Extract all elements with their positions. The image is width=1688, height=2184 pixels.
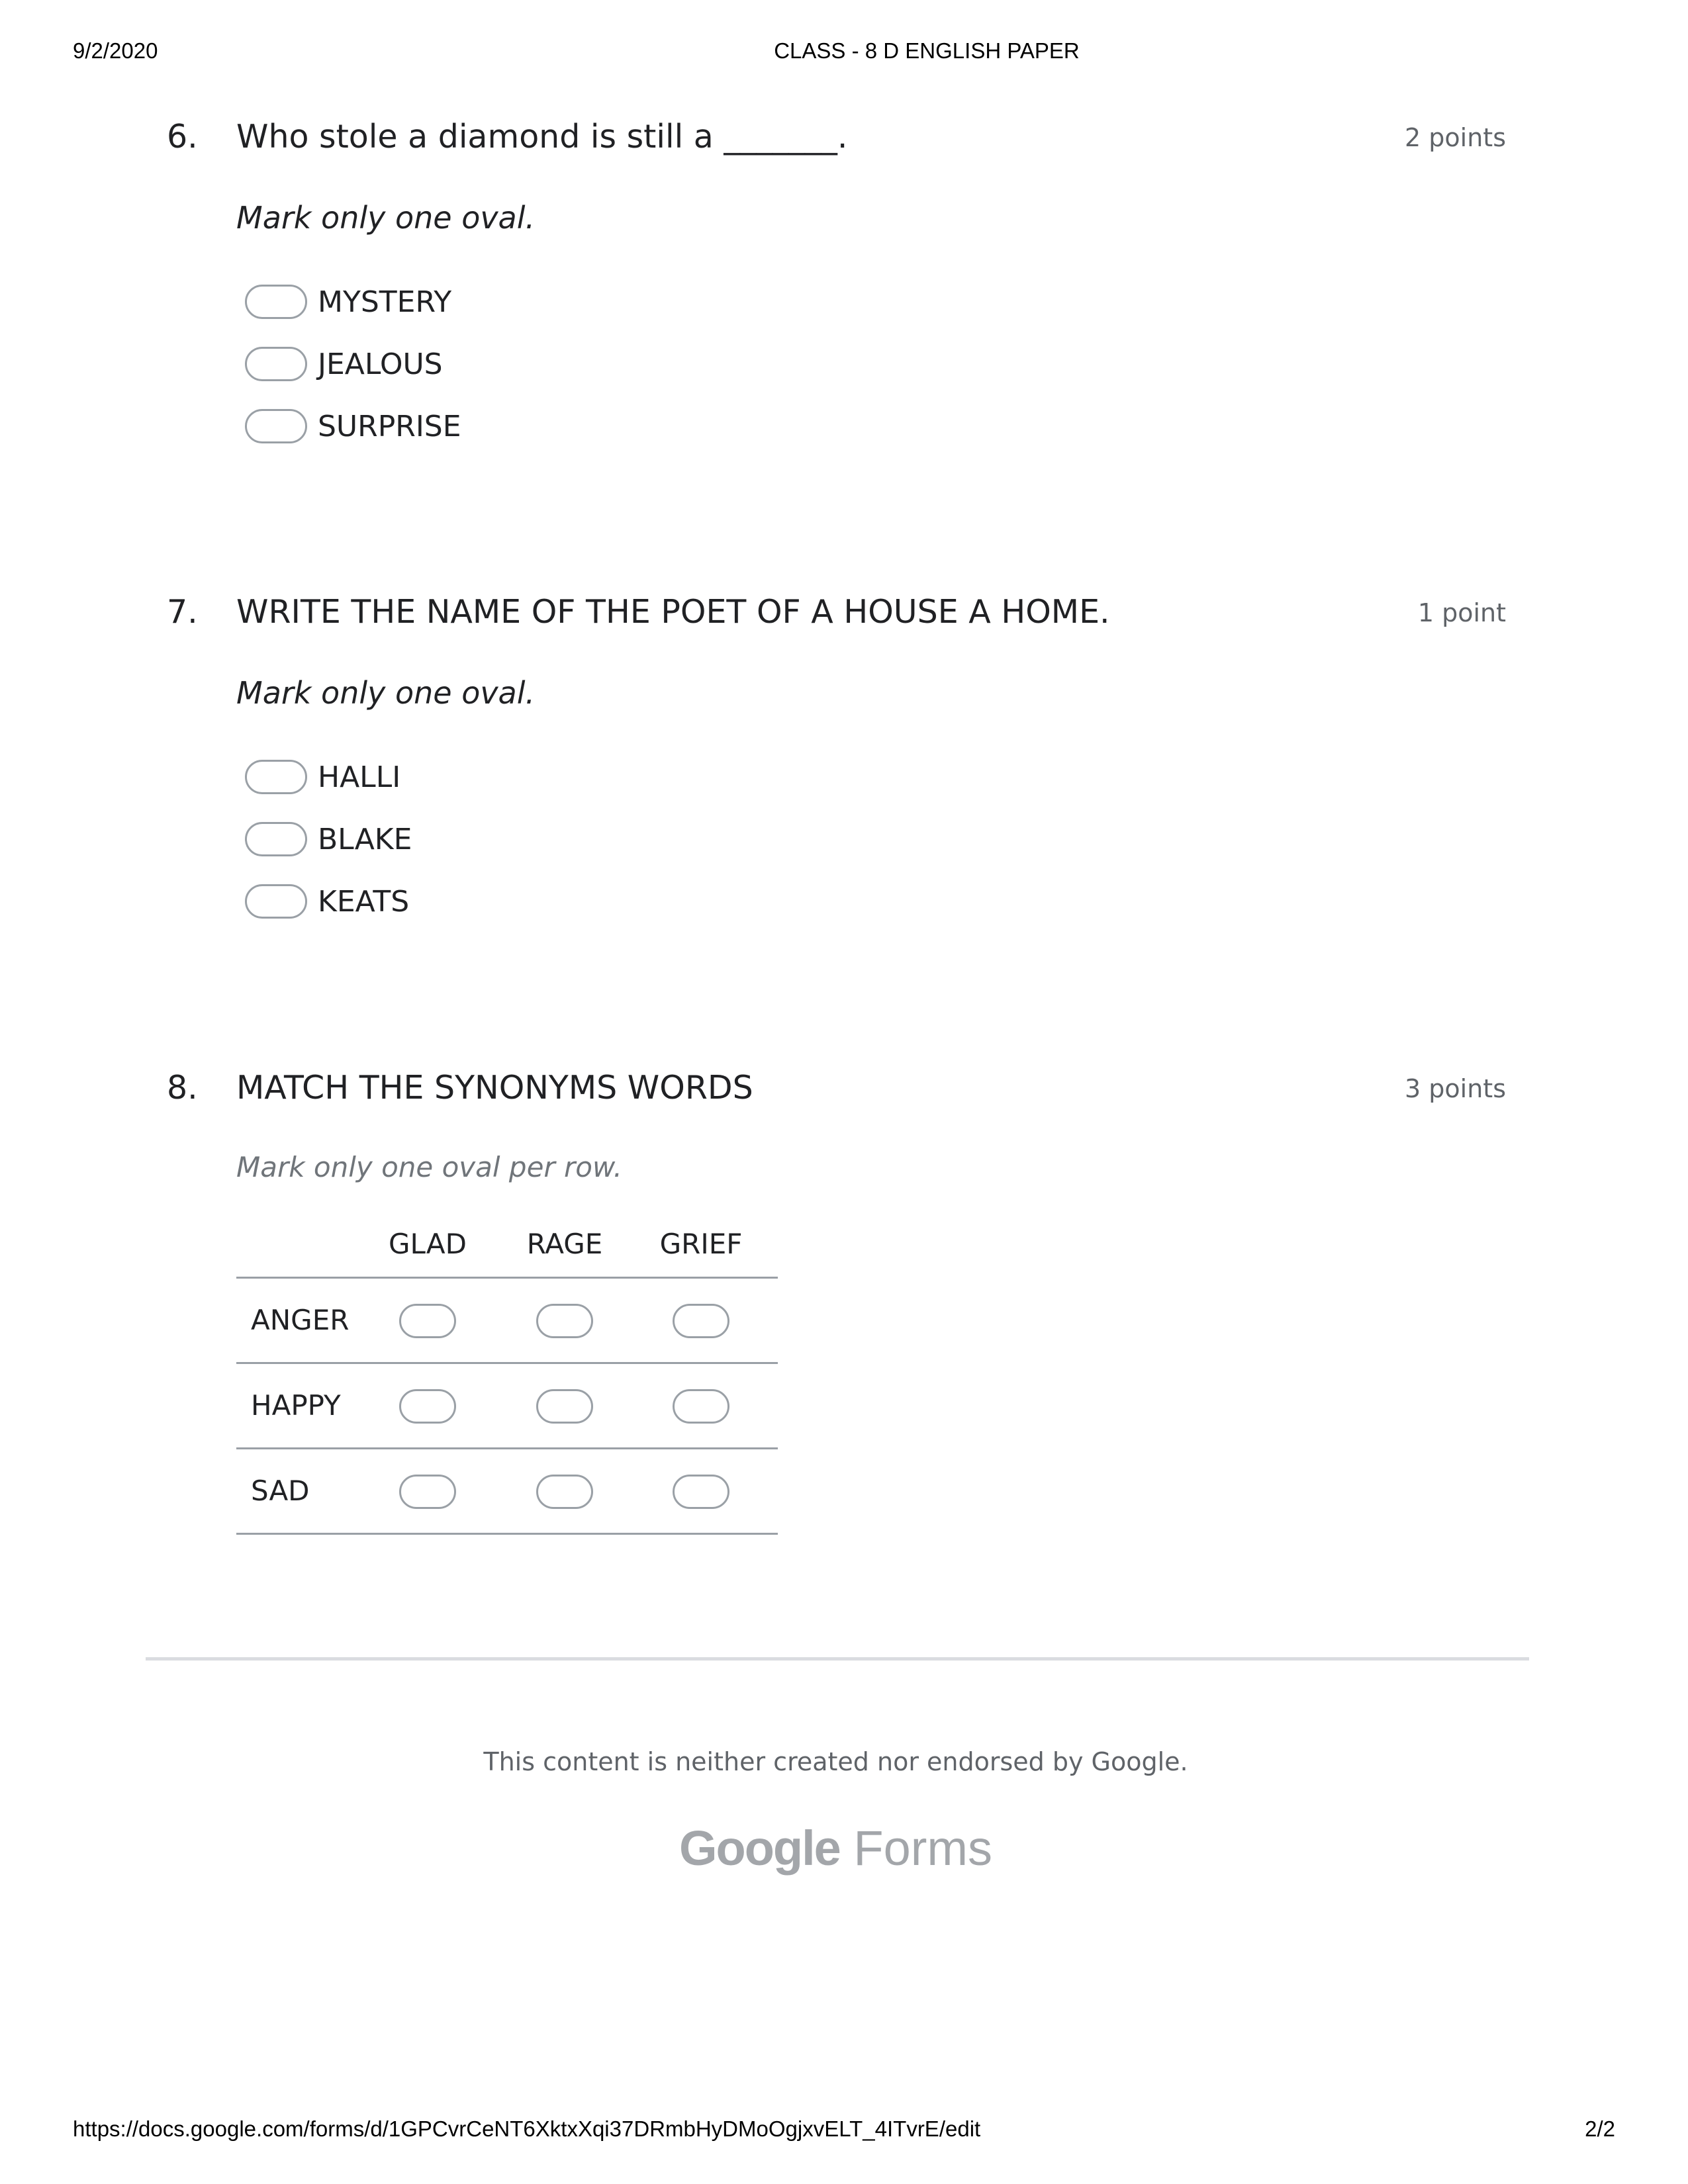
option-surprise[interactable] <box>245 408 461 445</box>
question-instruction: Mark only one oval. <box>236 675 536 711</box>
question-points: 1 point <box>1417 598 1506 627</box>
grid-row-anger <box>236 1279 778 1364</box>
radio-oval[interactable] <box>245 884 307 919</box>
page-number: 2/2 <box>1585 2116 1615 2141</box>
option-label: MYSTERY <box>318 285 452 319</box>
grid-row-label: ANGER <box>251 1304 350 1336</box>
grid-oval-anger-glad[interactable] <box>399 1304 456 1338</box>
grid-header-row <box>236 1220 778 1279</box>
option-label: BLAKE <box>318 822 412 856</box>
radio-oval[interactable] <box>245 285 307 319</box>
choice-grid <box>236 1220 778 1535</box>
radio-oval[interactable] <box>245 822 307 856</box>
grid-column-header: RAGE <box>526 1228 603 1260</box>
question-title: Who stole a diamond is still a _______. <box>236 118 848 156</box>
grid-row-sad <box>236 1449 778 1535</box>
option-mystery[interactable] <box>245 283 451 320</box>
question-title: WRITE THE NAME OF THE POET OF A HOUSE A HOME. <box>236 593 1110 631</box>
question-number: 6. <box>167 118 198 156</box>
grid-row-happy <box>236 1364 778 1449</box>
question-title: MATCH THE SYNONYMS WORDS <box>236 1069 753 1107</box>
grid-row-label: HAPPY <box>251 1389 341 1422</box>
grid-oval-happy-rage[interactable] <box>536 1389 593 1424</box>
option-jealous[interactable] <box>245 345 443 383</box>
question-number: 7. <box>167 593 198 631</box>
question-number: 8. <box>167 1069 198 1107</box>
grid-column-header: GLAD <box>389 1228 467 1260</box>
grid-oval-anger-rage[interactable] <box>536 1304 593 1338</box>
grid-oval-sad-rage[interactable] <box>536 1475 593 1509</box>
radio-oval[interactable] <box>245 760 307 794</box>
print-url: https://docs.google.com/forms/d/1GPCvrCeNT6XktxXqi37DRmbHyDMoOgjxvELT_4ITvrE/edit <box>73 2116 981 2141</box>
radio-oval[interactable] <box>245 347 307 381</box>
print-date: 9/2/2020 <box>73 38 158 63</box>
option-keats[interactable] <box>245 883 409 920</box>
disclaimer-text: This content is neither created nor endorsed by Google. <box>483 1747 1188 1776</box>
grid-oval-happy-grief[interactable] <box>673 1389 729 1424</box>
option-label: SURPRISE <box>318 409 461 443</box>
option-label: KEATS <box>318 884 410 919</box>
forms-wordmark: Forms <box>853 1821 993 1876</box>
google-wordmark: Google <box>679 1821 840 1876</box>
radio-oval[interactable] <box>245 409 307 443</box>
footer-divider <box>146 1657 1529 1661</box>
question-points: 2 points <box>1405 123 1506 152</box>
question-instruction: Mark only one oval per row. <box>236 1151 623 1183</box>
option-label: HALLI <box>318 760 401 794</box>
grid-oval-happy-glad[interactable] <box>399 1389 456 1424</box>
grid-oval-sad-grief[interactable] <box>673 1475 729 1509</box>
print-title: CLASS - 8 D ENGLISH PAPER <box>774 38 1080 63</box>
question-points: 3 points <box>1405 1074 1506 1103</box>
question-instruction: Mark only one oval. <box>236 200 536 236</box>
option-halli[interactable] <box>245 758 400 796</box>
option-label: JEALOUS <box>318 347 443 381</box>
option-blake[interactable] <box>245 821 412 858</box>
grid-column-header: GRIEF <box>659 1228 743 1260</box>
grid-oval-anger-grief[interactable] <box>673 1304 729 1338</box>
grid-oval-sad-glad[interactable] <box>399 1475 456 1509</box>
grid-row-label: SAD <box>251 1475 310 1507</box>
google-forms-logo[interactable] <box>0 1820 1671 1876</box>
